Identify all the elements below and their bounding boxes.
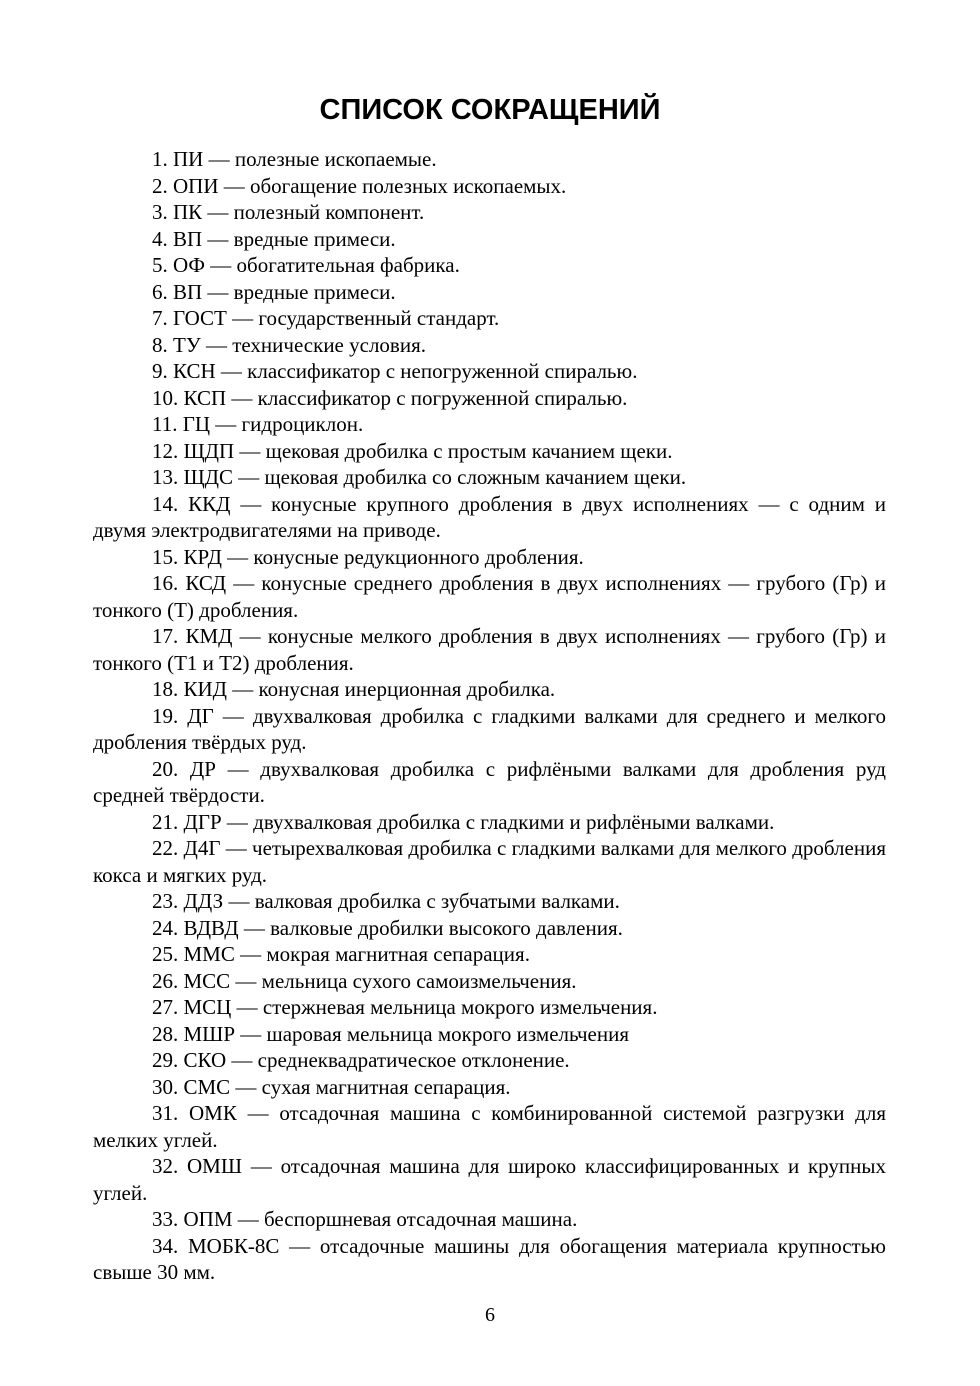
list-item: 12. ЩДП — щековая дробилка с простым качанием щеки. bbox=[152, 438, 673, 463]
list-item: 15. КРД — конусные редукционного дробления. bbox=[152, 544, 584, 569]
list-item: 6. ВП — вредные примеси. bbox=[152, 279, 396, 304]
list-item: 16. КСД — конусные среднего дробления в двух исполнениях — грубого (Гр) и тонкого (Т) дробления. bbox=[93, 571, 886, 622]
list-item: 11. ГЦ — гидроциклон. bbox=[152, 412, 364, 436]
list-item: 3. ПК — полезный компонент. bbox=[152, 200, 425, 224]
list-item: 5. ОФ — обогатительная фабрика. bbox=[152, 253, 460, 277]
list-item: 18. КИД — конусная инерционная дробилка. bbox=[152, 677, 556, 701]
list-item: 4. ВП — вредные примеси. bbox=[152, 226, 396, 251]
list-item: 32. ОМШ — отсадочная машина для широко классифицированных и крупных углей. bbox=[93, 1154, 886, 1205]
list-item: 24. ВДВД — валковые дробилки высокого давления. bbox=[152, 915, 623, 940]
list-item: 34. МОБК-8С — отсадочные машины для обогащения материала крупностью свыше 30 мм. bbox=[93, 1233, 886, 1284]
list-item: 33. ОПМ — беспоршневая отсадочная машина. bbox=[152, 1207, 578, 1231]
list-item: 13. ЩДС — щековая дробилка со сложным качанием щеки. bbox=[152, 465, 687, 489]
list-item: 28. МШР — шаровая мельница мокрого измельчения bbox=[152, 1021, 630, 1046]
list-item: 22. Д4Г — четырехвалковая дробилка с гладкими валками для мелкого дробления кокса и мягких руд. bbox=[93, 836, 886, 887]
list-item: 25. ММС — мокрая магнитная сепарация. bbox=[152, 942, 530, 966]
list-item: 27. МСЦ — стержневая мельница мокрого измельчения. bbox=[152, 995, 658, 1019]
list-item: 23. ДДЗ — валковая дробилка с зубчатыми валками. bbox=[152, 889, 620, 913]
abbreviation-list bbox=[93, 146, 886, 1286]
list-item: 20. ДР — двухвалковая дробилка с рифлёными валками для дробления руд средней твёрдости. bbox=[93, 756, 886, 807]
list-item: 26. МСС — мельница сухого самоизмельчения. bbox=[152, 968, 577, 993]
list-item: 30. СМС — сухая магнитная сепарация. bbox=[152, 1074, 511, 1099]
list-item: 31. ОМК — отсадочная машина с комбинированной системой разгрузки для мелких углей. bbox=[93, 1101, 886, 1152]
list-item: 21. ДГР — двухвалковая дробилка с гладкими и рифлёными валками. bbox=[152, 809, 775, 834]
list-item: 7. ГОСТ — государственный стандарт. bbox=[152, 306, 500, 330]
list-item: 9. КСН — классификатор с непогруженной спиралью. bbox=[152, 359, 638, 383]
list-item: 8. ТУ — технические условия. bbox=[152, 332, 426, 357]
list-item: 14. ККД — конусные крупного дробления в двух исполнениях — с одним и двумя электродвигателями на приводе. bbox=[93, 491, 886, 542]
list-item: 29. СКО — среднеквадратическое отклонение. bbox=[152, 1048, 570, 1072]
page-title: СПИСОК СОКРАЩЕНИЙ bbox=[319, 94, 661, 126]
page-number: 6 bbox=[485, 1304, 495, 1326]
list-item: 17. КМД — конусные мелкого дробления в двух исполнениях — грубого (Гр) и тонкого (Т1 и Т2) дробления. bbox=[93, 624, 886, 675]
list-item: 10. КСП — классификатор с погруженной спиралью. bbox=[152, 385, 628, 410]
list-item: 1. ПИ — полезные ископаемые. bbox=[152, 147, 437, 171]
list-item: 2. ОПИ — обогащение полезных ископаемых. bbox=[152, 173, 567, 198]
list-item: 19. ДГ — двухвалковая дробилка с гладкими валками для среднего и мелкого дробления твёрдых руд. bbox=[93, 703, 886, 754]
